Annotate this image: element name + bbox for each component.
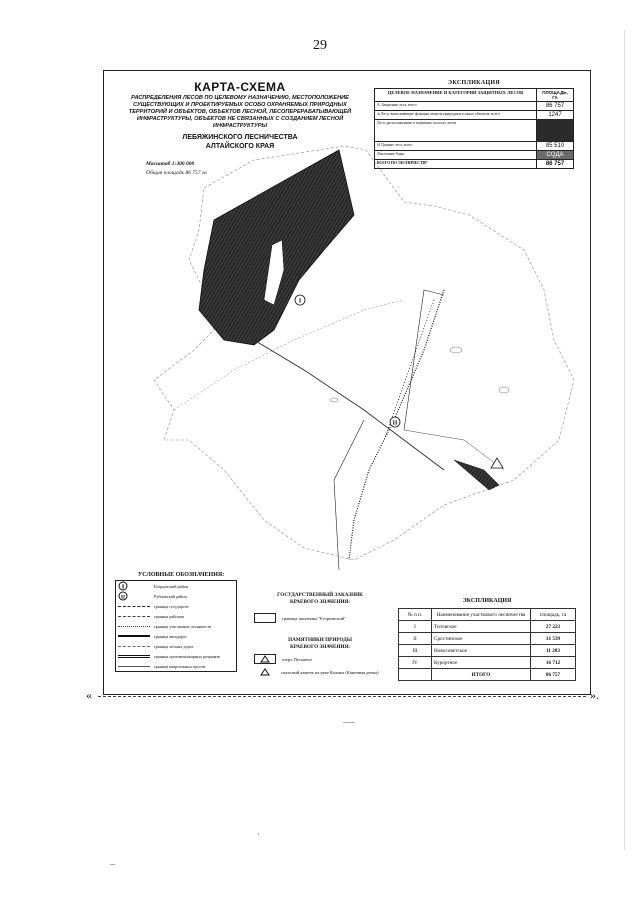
table-cell: Новосоветское bbox=[432, 645, 531, 657]
divider-line bbox=[98, 696, 586, 697]
map-subtitle: РАСПРЕДЕЛЕНИЯ ЛЕСОВ ПО ЦЕЛЕВОМУ НАЗНАЧЕНИЮ, МЕСТОПОЛОЖЕНИЕ СУЩЕСТВУЮЩИХ И ПРОЕКТИРУЕМЫХ ОСОБО ОХРАНЯЕМЫХ ПРИРОДНЫХ ТЕРРИТОРИЙ И ОБЪЕКТОВ, ОБЪЕКТОВ ЛЕСНОЙ, ЛЕСОПЕРЕРАБАТЫВАЮЩЕЙ ИНФРАСТРУКТУРЫ, ОБЪЕКТОВ НЕ СВЯЗАННЫХ С СОЗДАНИЕМ ЛЕСНОЙ ИНФРАСТРУКТУРЫ bbox=[128, 95, 352, 129]
table-cell: ВСЕГО ПО ЛЕСНИЧЕСТВУ bbox=[375, 160, 537, 169]
reserve-boundary-swatch bbox=[254, 613, 276, 623]
table-cell: Курортное bbox=[432, 657, 531, 669]
legend-label: озеро Песьяное bbox=[282, 656, 312, 662]
table-cell: IV bbox=[399, 657, 432, 669]
legend-label: граница районов bbox=[154, 613, 184, 619]
explication-top-title: ЭКСПЛИКАЦИЯ bbox=[447, 80, 501, 86]
table-cell: б) Ценные леса, всего bbox=[375, 142, 537, 151]
scan-mark bbox=[110, 864, 115, 865]
legend-label: граница лесных дорог bbox=[154, 643, 194, 649]
scan-mark bbox=[343, 722, 355, 723]
legend-label: граница участковых лесничеств bbox=[154, 623, 212, 629]
table-row bbox=[375, 102, 574, 111]
legend-label: граница противопожарных разрывов bbox=[154, 653, 220, 659]
line-symbol bbox=[118, 666, 150, 667]
table-cell: А. Защитные леса, всего bbox=[375, 102, 537, 111]
legend-label: граница заказника "Егорьевский" bbox=[282, 615, 346, 621]
road-2 bbox=[404, 290, 444, 430]
legend-label: граница автодорог bbox=[154, 633, 187, 639]
total-area-label: Общая площадь 86 757 га bbox=[146, 170, 207, 176]
forest-map bbox=[104, 140, 588, 570]
reserve-subtitle: КРАЕВОГО ЗНАЧЕНИЯ: bbox=[289, 598, 350, 605]
explication-bottom-table bbox=[398, 608, 576, 681]
monument-marker bbox=[491, 458, 503, 468]
table-row bbox=[375, 111, 574, 120]
svg-text:II: II bbox=[392, 420, 398, 427]
legend bbox=[115, 572, 247, 672]
table-cell: Сростинское bbox=[432, 633, 531, 645]
legend-row bbox=[116, 581, 236, 591]
table-cell: I bbox=[399, 621, 432, 633]
legend-swatch-gray: CQДА bbox=[537, 151, 574, 160]
district-1-icon bbox=[118, 581, 154, 591]
table-cell: Титовское bbox=[432, 621, 531, 633]
table-cell: III bbox=[399, 645, 432, 657]
legend-row bbox=[116, 651, 236, 661]
legend-row bbox=[116, 661, 236, 671]
page-number: 29 bbox=[313, 38, 327, 53]
table-cell: 11 283 bbox=[531, 645, 576, 657]
legend-row bbox=[250, 654, 390, 664]
table-total-row bbox=[399, 669, 576, 681]
legend-label: Рубцовский район bbox=[154, 593, 187, 599]
road-3 bbox=[334, 420, 364, 570]
table-cell: II bbox=[399, 633, 432, 645]
legend-box bbox=[115, 580, 237, 672]
table-cell: 86 757 bbox=[537, 160, 574, 169]
district-2-icon bbox=[118, 591, 154, 601]
legend-row bbox=[116, 601, 236, 611]
table-cell: Ленточные боры bbox=[375, 151, 537, 160]
region-name: АЛТАЙСКОГО КРАЯ bbox=[205, 142, 275, 150]
table-row bbox=[399, 657, 576, 669]
table-cell: Леса, расположенные в защитных полосах лесов bbox=[375, 120, 537, 142]
table-cell: 86 757 bbox=[531, 669, 576, 681]
table-row bbox=[399, 645, 576, 657]
legend-row bbox=[116, 631, 236, 641]
rock-monument-icon bbox=[255, 668, 275, 676]
line-symbol bbox=[118, 646, 150, 647]
legend-row bbox=[116, 591, 236, 601]
table-cell: 31 539 bbox=[531, 633, 576, 645]
table-header-cell: Наименование участкового лесничества bbox=[432, 609, 531, 621]
legend-label: Егорьевский район bbox=[154, 583, 189, 589]
monuments-title: ПАМЯТНИКИ ПРИРОДЫ bbox=[288, 637, 352, 643]
table-cell: 16 712 bbox=[531, 657, 576, 669]
scan-mark bbox=[258, 833, 259, 835]
legend-label: граница квартальных просек bbox=[154, 663, 206, 669]
legend-label: граница государств bbox=[154, 603, 189, 609]
line-symbol bbox=[118, 626, 150, 627]
reserve-block bbox=[250, 592, 390, 676]
svg-text:I: I bbox=[298, 298, 302, 305]
legend-row bbox=[116, 621, 236, 631]
close-quote: ». bbox=[590, 688, 599, 702]
explication-bottom-title: ЭКСПЛИКАЦИЯ bbox=[462, 598, 512, 604]
line-symbol bbox=[118, 655, 150, 658]
table-cell: 86 757 bbox=[537, 102, 574, 111]
scale-label: Масштаб 1:300 000 bbox=[146, 161, 195, 167]
table-cell: 1247 bbox=[537, 111, 574, 120]
forestry-boundary bbox=[154, 146, 574, 560]
explication-top-header-name: ЦЕЛЕВОЕ НАЗНАЧЕНИЕ И КАТЕГОРИИ ЗАЩИТНЫХ ЛЕСОВ bbox=[375, 89, 537, 102]
small-forest-patch bbox=[454, 460, 499, 490]
reserve-title: ГОСУДАРСТВЕННЫЙ ЗАКАЗНИК bbox=[277, 592, 363, 598]
table-cell: ИТОГО bbox=[432, 669, 531, 681]
legend-title: УСЛОВНЫЕ ОБОЗНАЧЕНИЯ: bbox=[137, 572, 225, 578]
legend-label: скальный камень на реке Калмка (Каменная речка) bbox=[281, 669, 379, 675]
map-title: КАРТА-СХЕМА bbox=[194, 80, 286, 94]
legend-row bbox=[250, 668, 390, 676]
table-header bbox=[399, 609, 576, 621]
forestry-name: ЛЕБЯЖИНСКОГО ЛЕСНИЧЕСТВА bbox=[182, 134, 298, 141]
table-row bbox=[399, 633, 576, 645]
lake-monument-icon bbox=[254, 654, 276, 664]
legend-swatch-dark bbox=[537, 120, 574, 142]
explication-bottom bbox=[398, 598, 576, 681]
svg-text:I: I bbox=[121, 584, 125, 591]
table-header-cell: № п.п. bbox=[399, 609, 432, 621]
scan-edge bbox=[624, 30, 625, 850]
line-symbol bbox=[118, 616, 150, 617]
table-header-cell: площадь, га bbox=[531, 609, 576, 621]
monuments-subtitle: КРАЕВОГО ЗНАЧЕНИЯ: bbox=[289, 643, 350, 650]
table-row bbox=[399, 621, 576, 633]
table-row bbox=[375, 120, 574, 142]
legend-row bbox=[116, 641, 236, 651]
table-cell: 27 223 bbox=[531, 621, 576, 633]
table-cell: 85 510 bbox=[537, 142, 574, 151]
line-symbol bbox=[118, 606, 150, 607]
svg-text:II: II bbox=[121, 595, 125, 601]
table-cell: а) Леса, выполняющие функции защиты природных и иных объектов, всего bbox=[375, 111, 537, 120]
legend-row bbox=[250, 613, 390, 623]
legend-row bbox=[116, 611, 236, 621]
open-quote: « bbox=[86, 688, 92, 702]
line-symbol bbox=[118, 635, 150, 637]
table-cell bbox=[399, 669, 432, 681]
road-4 bbox=[404, 430, 504, 470]
explication-top-header-area: ПЛОЩАДЬ, ГА bbox=[537, 89, 574, 102]
